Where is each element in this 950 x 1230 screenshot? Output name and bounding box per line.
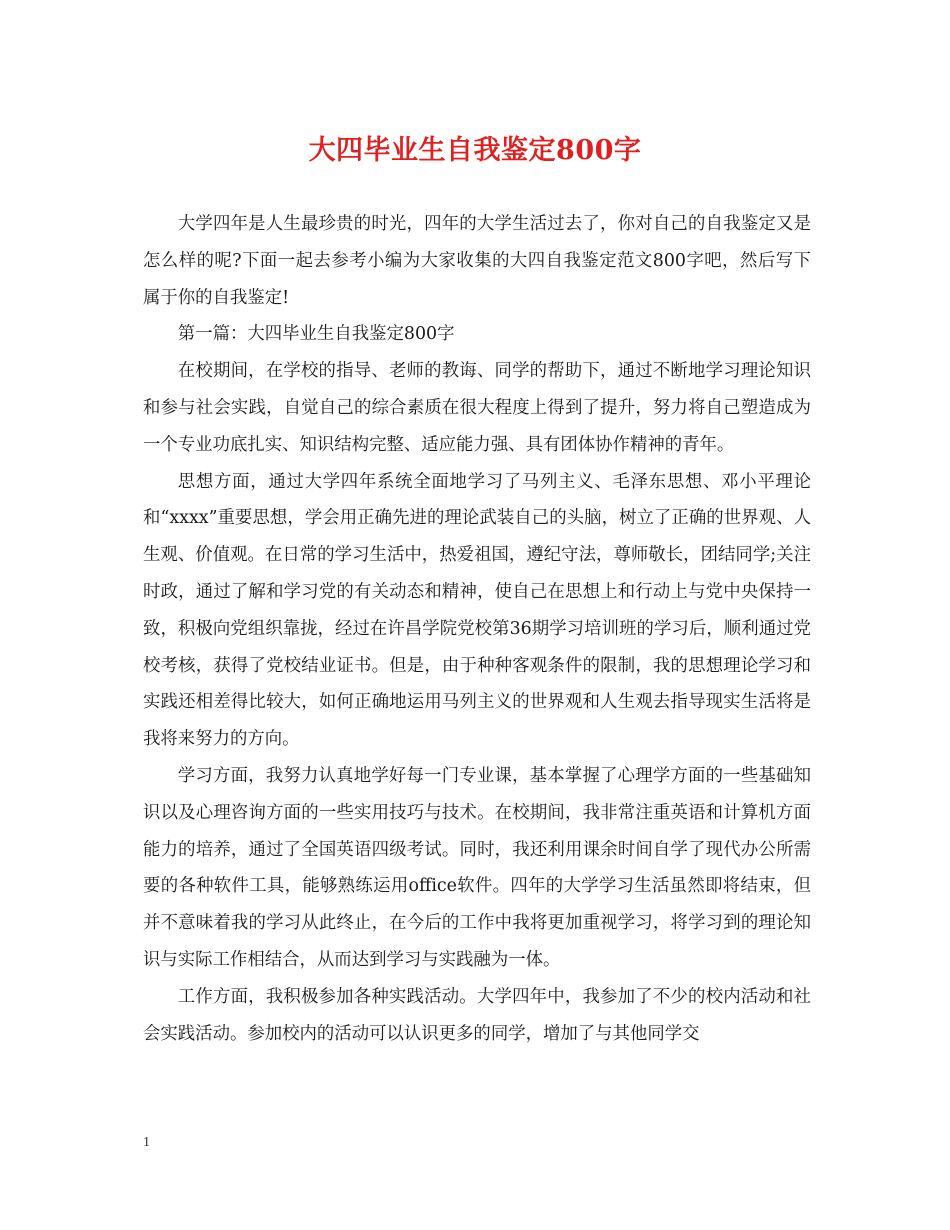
paragraph-work: 工作方面，我积极参加各种实践活动。大学四年中，我参加了不少的校内活动和社会实践活动。参加校内的活动可以认识更多的同学，增加了与其他同学交 <box>143 986 811 1044</box>
paragraph-overview: 在校期间，在学校的指导、老师的教诲、同学的帮助下，通过不断地学习理论知识和参与社会实践，自觉自己的综合素质在很大程度上得到了提升，努力将自己塑造成为一个专业功底扎实、知识结构完整、适应能力强、具有团体协作精神的青年。 <box>143 361 811 455</box>
paragraph-section-heading: 第一篇：大四毕业生自我鉴定800字 <box>177 324 455 345</box>
paragraph-study: 学习方面，我努力认真地学好每一门专业课，基本掌握了心理学方面的一些基础知识以及心理咨询方面的一些实用技巧与技术。在校期间，我非常注重英语和计算机方面能力的培养，通过了全国英语四级考试。同时，我还利用课余时间自学了现代办公所需要的各种软件工具，能够熟练运用office软件。四年的大学学习生活虽然即将结束，但并不意味着我的学习从此终止，在今后的工作中我将更加重视学习，将学习到的理论知识与实际工作相结合，从而达到学习与实践融为一体。 <box>143 765 811 970</box>
paragraph-intro: 大学四年是人生最珍贵的时光，四年的大学生活过去了，你对自己的自我鉴定又是怎么样的呢?下面一起去参考小编为大家收集的大四自我鉴定范文800字吧，然后写下属于你的自我鉴定! <box>143 214 811 308</box>
document-body <box>143 206 811 1052</box>
paragraph-ideology: 思想方面，通过大学四年系统全面地学习了马列主义、毛泽东思想、邓小平理论和“xxxx”重要思想，学会用正确先进的理论武装自己的头脑，树立了正确的世界观、人生观、价值观。在日常的学习生活中，热爱祖国，遵纪守法，尊师敬长，团结同学;关注时政，通过了解和学习党的有关动态和精神，使自己在思想上和行动上与党中央保持一致，积极向党组织靠拢，经过在许昌学院党校第36期学习培训班的学习后，顺利通过党校考核，获得了党校结业证书。但是，由于种种客观条件的限制，我的思想理论学习和实践还相差得比较大，如何正确地运用马列主义的世界观和人生观去指导现实生活将是我将来努力的方向。 <box>143 471 811 750</box>
document-title: 大四毕业生自我鉴定800字 <box>308 135 642 166</box>
page-number: 1 <box>143 1135 150 1150</box>
